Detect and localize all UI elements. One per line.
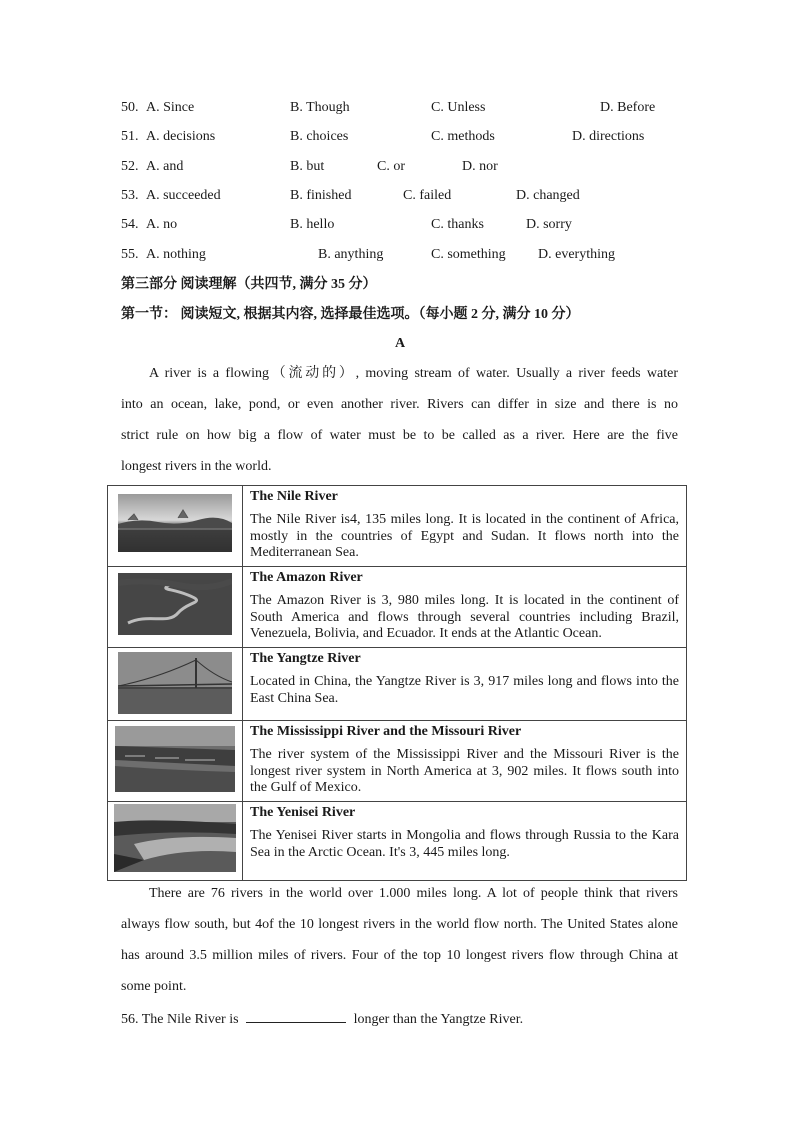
- table-row: [108, 721, 687, 802]
- passage-label: A: [394, 336, 406, 351]
- option-c: C. thanks: [431, 217, 484, 232]
- mississippi-river-photo: [115, 726, 235, 792]
- option-c: C. failed: [403, 188, 452, 203]
- section-heading: 第三部分 阅读理解（共四节, 满分 35 分）: [121, 277, 377, 292]
- nile-river-photo: [118, 494, 232, 552]
- closing-paragraph: [121, 878, 678, 1002]
- option-a: A. no: [146, 217, 178, 232]
- river-description: The Nile River is4, 135 miles long. It is located in the continent of Africa, mostly in the countries of Egypt and Sudan. It flows north into the Mediterranean Sea.: [250, 512, 679, 560]
- question-number: 54.: [121, 217, 139, 232]
- option-a: 50.: [121, 100, 139, 115]
- question-56: [121, 1008, 523, 1030]
- image-cell: [108, 486, 243, 567]
- river-name: The Yangtze River: [250, 651, 361, 666]
- river-description: The Yenisei River starts in Mongolia and flows through Russia to the Kara Sea in the Arctic Ocean. It's 3, 445 miles long.: [250, 828, 679, 860]
- river-info: [243, 648, 687, 721]
- option-b: B. choices: [290, 129, 349, 144]
- yangtze-river-photo: [118, 652, 232, 714]
- paragraph-line: strict rule on how big a flow of water must be to be called as a river. Here are the five: [121, 428, 678, 443]
- question-text: 56. The Nile River is: [121, 1012, 243, 1027]
- paragraph-line: longest rivers in the world.: [121, 459, 272, 474]
- option-d: D. Before: [600, 100, 656, 115]
- river-name: The Nile River: [250, 489, 338, 504]
- rivers-table: [107, 485, 687, 881]
- amazon-river-photo: [118, 573, 232, 635]
- paragraph-line: has around 3.5 million miles of rivers. Four of the top 10 longest rivers flow through China at: [121, 948, 678, 963]
- option-a: A. and: [146, 159, 184, 174]
- question-50: [121, 98, 701, 118]
- answer-blank[interactable]: [246, 1008, 346, 1023]
- paragraph-line: some point.: [121, 979, 187, 994]
- option-d: D. directions: [572, 129, 645, 144]
- option-c: C. or: [377, 159, 405, 174]
- table-row: [108, 648, 687, 721]
- paragraph-line: There are 76 rivers in the world over 1.000 miles long. A lot of people think that rivers: [149, 886, 678, 901]
- option-d: D. sorry: [526, 217, 572, 232]
- table-row: [108, 567, 687, 648]
- table-row: [108, 802, 687, 881]
- river-description: Located in China, the Yangtze River is 3, 917 miles long and flows into the East China Sea.: [250, 674, 679, 706]
- image-cell: [108, 648, 243, 721]
- option-b: B. but: [290, 159, 325, 174]
- question-number: 51.: [121, 129, 139, 144]
- question-text: longer than the Yangtze River.: [350, 1012, 524, 1027]
- question-54: [121, 215, 701, 235]
- table-row: [108, 486, 687, 567]
- option-c: C. methods: [431, 129, 495, 144]
- option-d: D. changed: [516, 188, 580, 203]
- image-cell: [108, 802, 243, 881]
- question-number: 52.: [121, 159, 139, 174]
- option-a: A. nothing: [146, 247, 206, 262]
- subsection-heading: 第一节： 阅读短文, 根据其内容, 选择最佳选项。（每小题 2 分, 满分 10 分）: [121, 307, 580, 322]
- question-number: 53.: [121, 188, 139, 203]
- option-d: D. nor: [462, 159, 498, 174]
- river-name: The Mississippi River and the Missouri River: [250, 724, 522, 739]
- river-name: The Amazon River: [250, 570, 363, 585]
- option-b: B. anything: [318, 247, 384, 262]
- river-description: The Amazon River is 3, 980 miles long. It is located in the continent of South America and flows through several countries including Brazil, Venezuela, Bolivia, and Ecuador. It ends at the Atlantic Ocean.: [250, 593, 679, 641]
- question-number: 55.: [121, 247, 139, 262]
- question-51: [121, 127, 701, 147]
- paragraph-line: A river is a flowing（流动的）, moving stream of water. Usually a river feeds water: [149, 366, 678, 381]
- river-name: The Yenisei River: [250, 805, 356, 820]
- option-c: C. Unless: [431, 100, 486, 115]
- question-52: [121, 157, 701, 177]
- intro-paragraph: [121, 358, 678, 482]
- question-55: [121, 245, 701, 265]
- option-a: A. Since: [146, 100, 195, 115]
- river-info: [243, 721, 687, 802]
- paragraph-line: always flow south, but 4of the 10 longest rivers in the world flow north. The United States alone: [121, 917, 678, 932]
- river-info: [243, 486, 687, 567]
- question-53: [121, 186, 701, 206]
- paragraph-line: into an ocean, lake, pond, or even another river. Rivers can differ in size and there is no: [121, 397, 678, 412]
- option-b: B. finished: [290, 188, 352, 203]
- option-c: C. something: [431, 247, 506, 262]
- river-description: The river system of the Mississippi River and the Missouri River is the longest river system in North America at 3, 902 miles. It flows south into the Gulf of Mexico.: [250, 747, 679, 795]
- image-cell: [108, 567, 243, 648]
- image-cell: [108, 721, 243, 802]
- river-info: [243, 567, 687, 648]
- river-info: [243, 802, 687, 881]
- option-b: B. hello: [290, 217, 335, 232]
- option-a: A. decisions: [146, 129, 216, 144]
- yenisei-river-photo: [114, 804, 236, 872]
- option-d: D. everything: [538, 247, 615, 262]
- option-b: B. Though: [290, 100, 350, 115]
- option-a: A. succeeded: [146, 188, 221, 203]
